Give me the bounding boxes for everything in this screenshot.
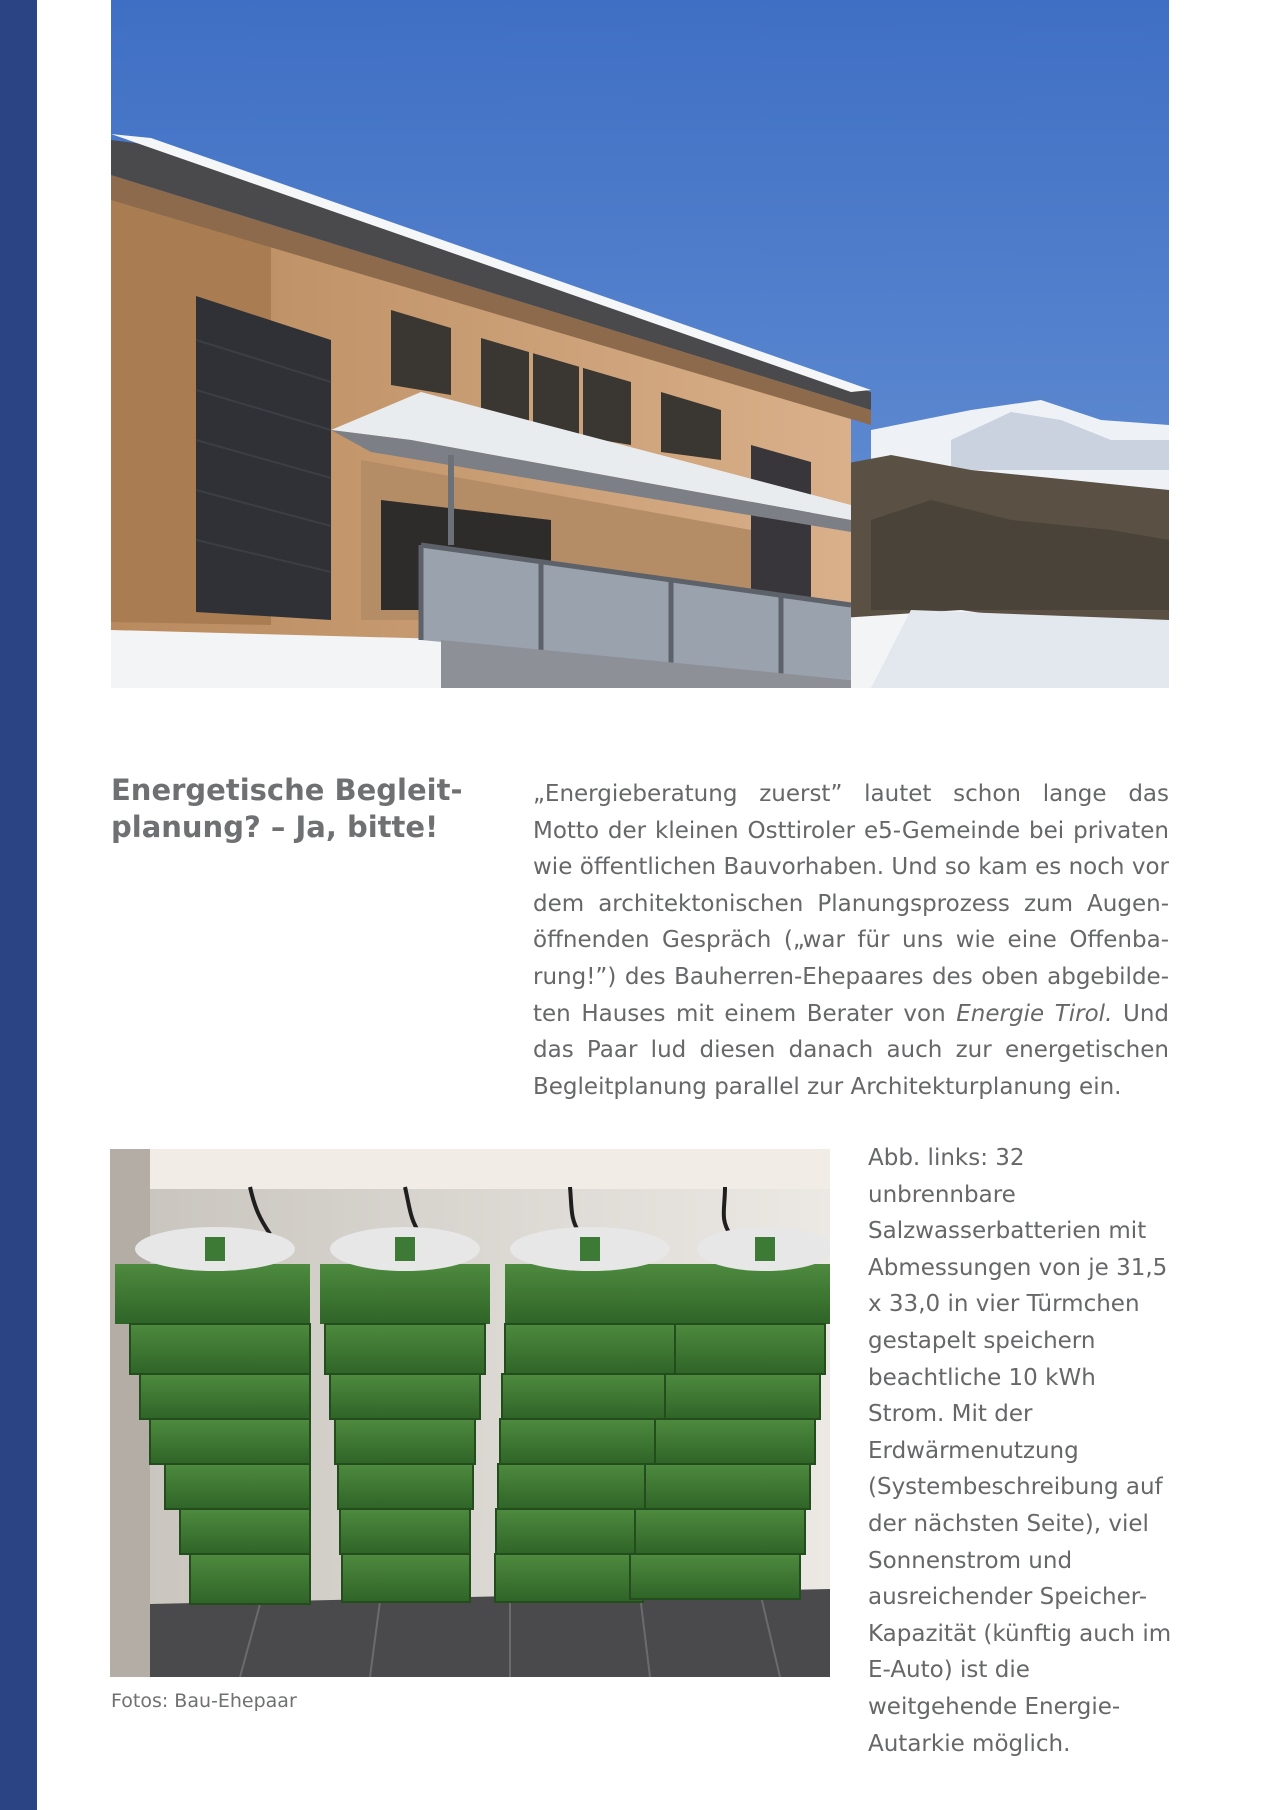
left-accent-bar bbox=[0, 0, 37, 1810]
battery-photo bbox=[110, 1149, 830, 1677]
intro-paragraph bbox=[533, 776, 1169, 1105]
section-heading: Energetische Begleit-planung? – Ja, bitte! bbox=[111, 773, 463, 844]
intro-text-part2: Und das Paar lud diesen danach auch zur energetischen Begleitplanung parallel zur Architekturplanung ein. bbox=[533, 1000, 1169, 1100]
photo-credit: Fotos: Bau-Ehepaar bbox=[111, 1690, 297, 1712]
intro-text-part1: „Energieberatung zuerst” lautet schon lange das Motto der kleinen Osttiroler e5-Gemeinde bei privaten wie öffentlichen Bauvorhaben. Und so kam es noch vor dem architektonischen Planungsprozess zum Augen-öffnenden Gespräch („war für uns wie eine Offenba-rung!”) des Bauherren-Ehepaares des oben abgebilde-ten Hauses mit einem Berater von bbox=[533, 781, 1169, 1027]
battery-caption: Abb. links: 32 unbrennbare Salzwasserbatterien mit Abmessungen von je 31,5 x 33,0 in vier Türmchen gestapelt speichern beachtliche 10 kWh Strom. Mit der Erdwärmenutzung (Systembeschreibung auf der nächsten Seite), viel Sonnenstrom und ausreichender Speicher-Kapazität (künftig auch im E-Auto) ist die weitgehende Energie-Autarkie möglich. bbox=[868, 1145, 1172, 1757]
intro-emphasis: Energie Tirol. bbox=[956, 1000, 1113, 1027]
house-photo bbox=[111, 0, 1169, 688]
